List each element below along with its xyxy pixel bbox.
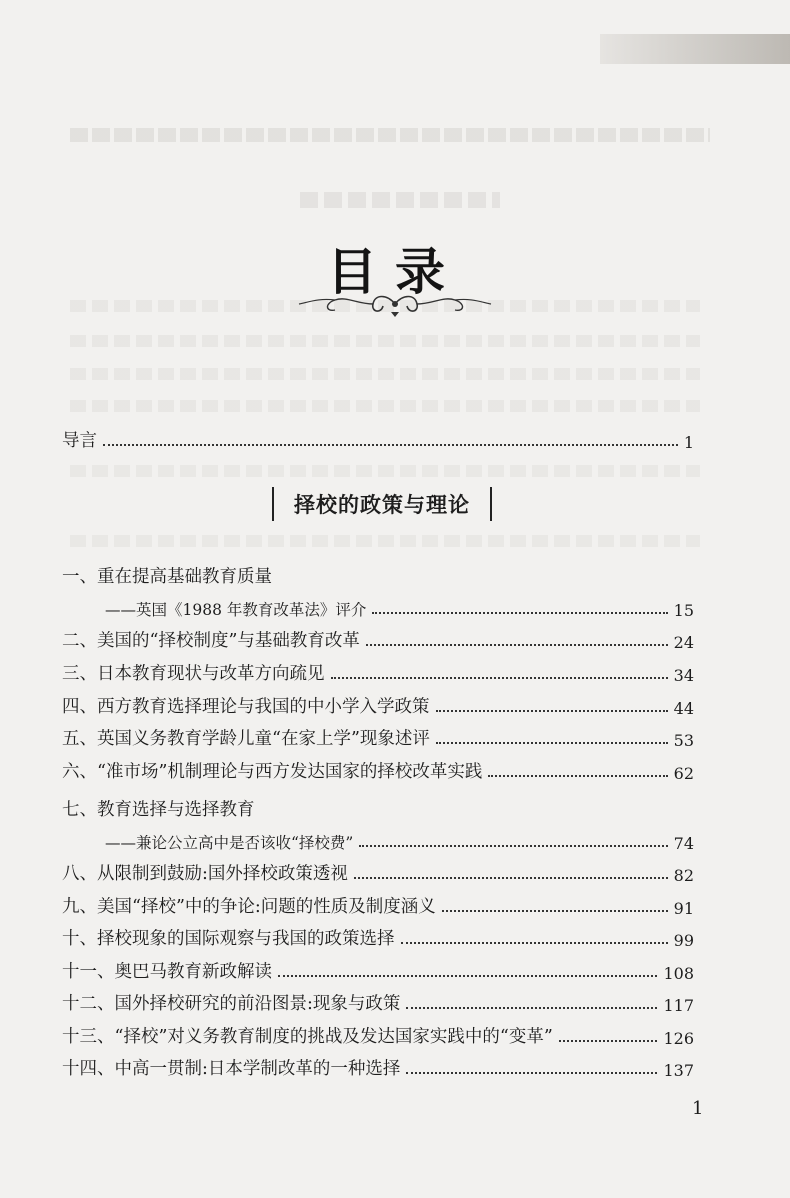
toc-entry-label: 二、美国的“择校制度”与基础教育改革 (62, 631, 360, 651)
bleed-through-line (70, 335, 700, 347)
leader-dots (406, 1072, 657, 1074)
bleed-through-line (70, 400, 700, 412)
leader-dots (354, 877, 668, 879)
toc-entry[interactable] (62, 655, 694, 685)
page-number: 1 (692, 1098, 704, 1119)
bleed-through-line (70, 535, 700, 547)
toc-entry-label: ——英国《1988 年教育改革法》评介 (105, 601, 367, 619)
toc-entry-subtitle[interactable] (105, 823, 694, 853)
toc-entry-label: 四、西方教育选择理论与我国的中小学入学政策 (62, 697, 430, 717)
toc-entry-label: 三、日本教育现状与改革方向疏见 (62, 664, 325, 684)
toc-entry[interactable] (62, 720, 694, 750)
scan-edge-shadow (600, 34, 790, 64)
toc-entry-label: ——兼论公立高中是否该收“择校费” (105, 834, 354, 852)
bleed-through-line (70, 465, 700, 477)
leader-dots (559, 1040, 658, 1042)
leader-dots (442, 910, 668, 912)
toc-entry-label: 十三、“择校”对义务教育制度的挑战及发达国家实践中的“变革” (62, 1027, 553, 1047)
toc-entry[interactable] (62, 855, 694, 885)
toc-entry-heading[interactable]: 一、重在提高基础教育质量 (62, 567, 272, 587)
section-heading: 择校的政策与理论 (294, 492, 470, 517)
toc-page-number: 1 (683, 433, 694, 452)
toc-page-number: 53 (673, 731, 694, 750)
leader-dots (372, 612, 667, 614)
toc-entry[interactable] (62, 920, 694, 950)
toc-page-number: 137 (663, 1061, 694, 1080)
toc-page-number: 24 (673, 633, 694, 652)
toc-entry-label: 五、英国义务教育学龄儿童“在家上学”现象述评 (62, 729, 430, 749)
toc-entry-intro[interactable] (62, 422, 694, 452)
toc-page-number: 62 (673, 764, 694, 783)
toc-entry[interactable] (62, 622, 694, 652)
bleed-through-line (300, 192, 500, 208)
leader-dots (359, 845, 667, 847)
bleed-through-line (70, 368, 700, 380)
leader-dots (401, 942, 668, 944)
toc-page-number: 34 (673, 666, 694, 685)
toc-page-number: 91 (673, 899, 694, 918)
toc-entry-label: 十四、中高一贯制:日本学制改革的一种选择 (62, 1059, 401, 1079)
toc-page-number: 44 (673, 699, 694, 718)
toc-entry[interactable] (62, 688, 694, 718)
toc-entry-subtitle[interactable] (105, 590, 694, 620)
leader-dots (278, 975, 657, 977)
leader-dots (406, 1007, 657, 1009)
bleed-through-line (70, 128, 710, 142)
leader-dots (488, 775, 667, 777)
toc-entry-label: 六、“准市场”机制理论与西方发达国家的择校改革实践 (62, 762, 483, 782)
decorative-flourish-icon (295, 290, 495, 318)
toc-entry-label: 八、从限制到鼓励:国外择校政策透视 (62, 864, 348, 884)
toc-entry-heading[interactable]: 七、教育选择与选择教育 (62, 800, 255, 820)
toc-page-number: 99 (673, 931, 694, 950)
toc-entry[interactable] (62, 753, 694, 783)
toc-page-number: 74 (673, 834, 694, 853)
toc-entry[interactable] (62, 1050, 694, 1080)
leader-dots (436, 742, 668, 744)
toc-page-number: 82 (673, 866, 694, 885)
toc-entry-label: 十一、奥巴马教育新政解读 (62, 962, 272, 982)
toc-entry-label: 导言 (62, 431, 97, 451)
leader-dots (331, 677, 668, 679)
toc-page-number: 117 (663, 996, 694, 1015)
leader-dots (436, 710, 668, 712)
toc-entry[interactable] (62, 985, 694, 1015)
toc-entry-label: 十二、国外择校研究的前沿图景:现象与政策 (62, 994, 401, 1014)
toc-page-number: 108 (663, 964, 694, 983)
toc-entry-label: 十、择校现象的国际观察与我国的政策选择 (62, 929, 395, 949)
toc-entry[interactable] (62, 1018, 694, 1048)
page-title: 目录 (327, 242, 463, 301)
leader-dots (103, 444, 678, 446)
toc-entry[interactable] (62, 953, 694, 983)
toc-entry[interactable] (62, 888, 694, 918)
toc-entry-label: 九、美国“择校”中的争论:问题的性质及制度涵义 (62, 897, 436, 917)
toc-page-number: 126 (663, 1029, 694, 1048)
section-heading-box (272, 487, 492, 521)
toc-page-number: 15 (673, 601, 694, 620)
leader-dots (366, 644, 668, 646)
